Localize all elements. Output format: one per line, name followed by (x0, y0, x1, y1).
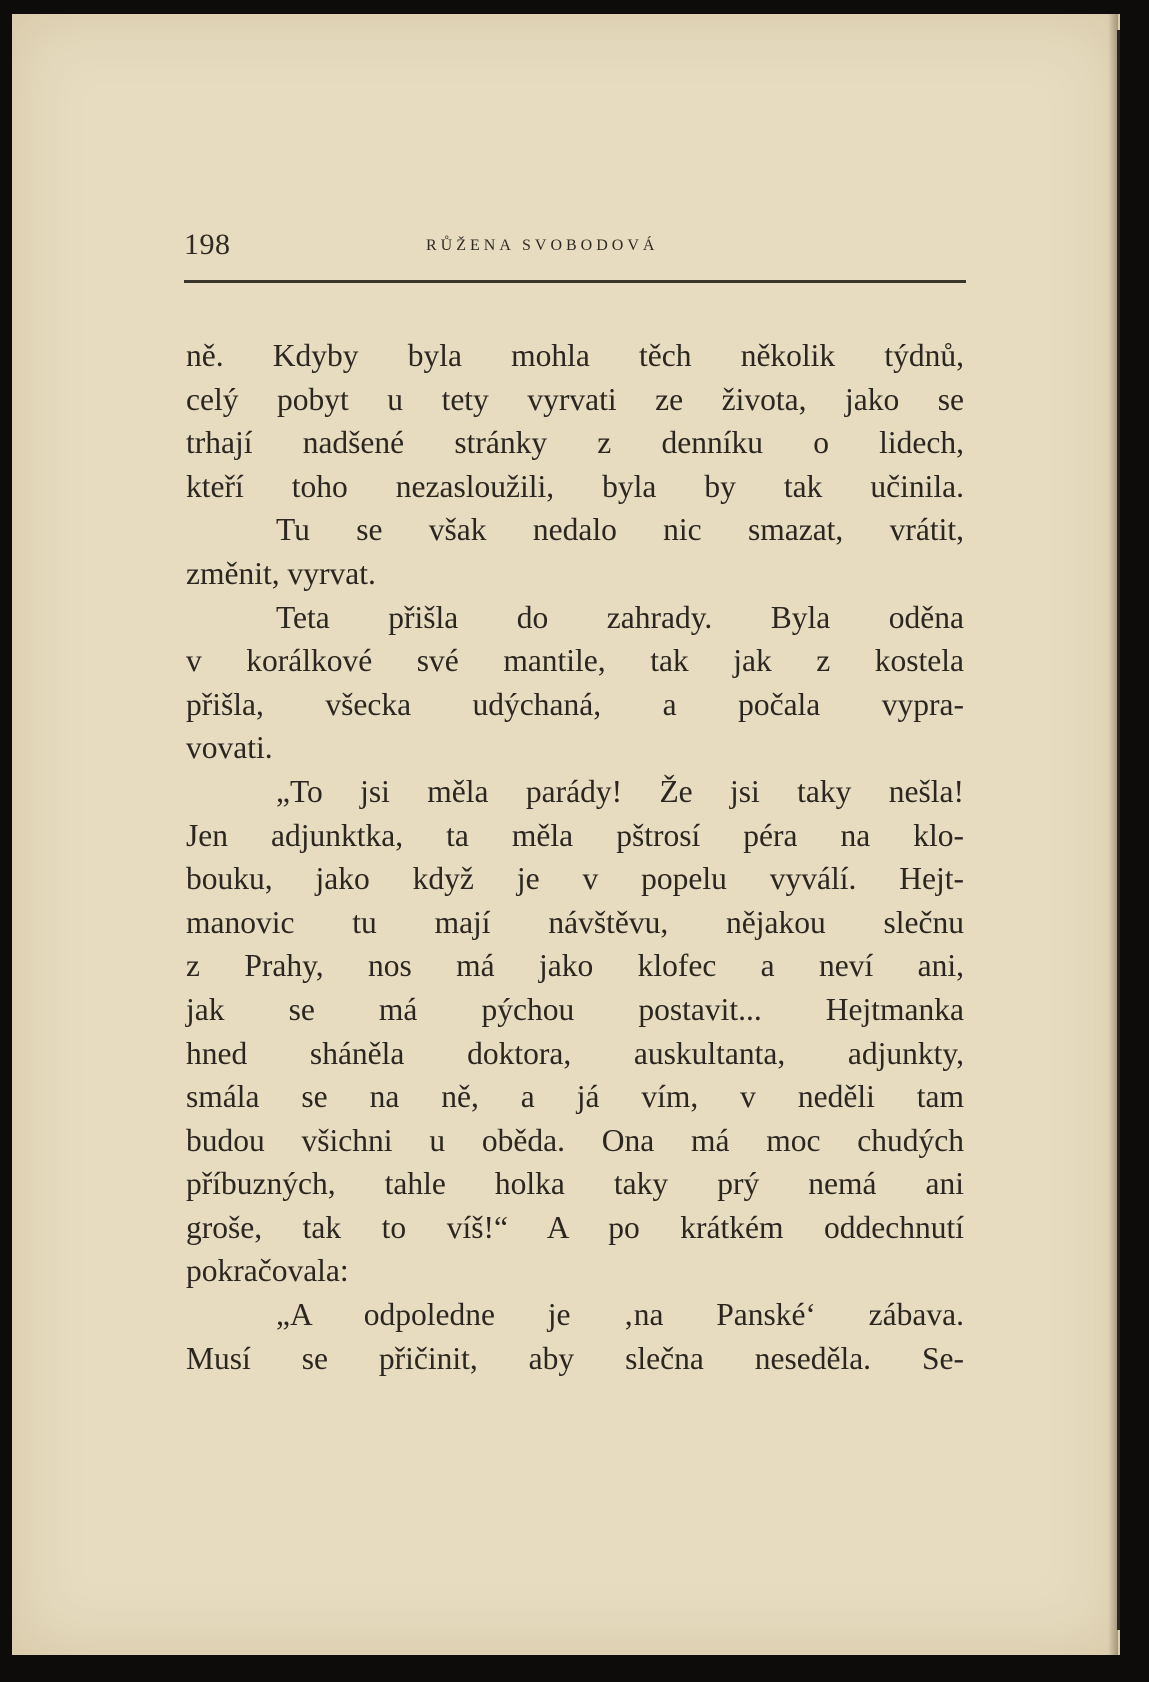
text-line: Musí se přičinit, aby slečna neseděla. Se- (186, 1340, 964, 1376)
text-line: hned sháněla doktora, auskultanta, adjunkty, (186, 1035, 964, 1071)
text-line: Teta přišla do zahrady. Byla oděna (276, 599, 964, 635)
body-text (186, 334, 964, 1380)
text-line: změnit, vyrvat. (186, 555, 376, 591)
header-rule (184, 280, 966, 283)
page-edge-line (1117, 30, 1120, 1630)
text-line: příbuzných, tahle holka taky prý nemá ani (186, 1166, 964, 1202)
text-line: vovati. (186, 730, 273, 766)
text-line: z Prahy, nos má jako klofec a neví ani, (186, 948, 964, 984)
text-line: trhají nadšené stránky z denníku o lidech, (186, 425, 964, 461)
text-line: smála se na ně, a já vím, v neděli tam (186, 1079, 964, 1115)
text-line: kteří toho nezasloužili, byla by tak učinila. (186, 468, 964, 504)
text-line: celý pobyt u tety vyrvati ze života, jako se (186, 381, 964, 417)
text-line: manovic tu mají návštěvu, nějakou slečnu (186, 904, 964, 940)
text-line: pokračovala: (186, 1253, 349, 1289)
text-line: ně. Kdyby byla mohla těch několik týdnů, (186, 338, 964, 373)
text-line: „A odpoledne je ‚na Panské‘ zábava. (276, 1297, 964, 1333)
text-line: přišla, všecka udýchaná, a počala vypra- (186, 686, 964, 722)
text-line: Jen adjunktka, ta měla pštrosí péra na klo- (186, 817, 964, 853)
text-line: bouku, jako když je v popelu vyválí. Hejt- (186, 861, 964, 897)
text-line: groše, tak to víš!“ A po krátkém oddechnutí (186, 1209, 964, 1245)
text-line: jak se má pýchou postavit... Hejtmanka (186, 991, 964, 1027)
text-line: „To jsi měla parády! Že jsi taky nešla! (276, 773, 964, 809)
text-line: Tu se však nedalo nic smazat, vrátit, (276, 512, 964, 548)
running-head: RŮŽENA SVOBODOVÁ (426, 237, 659, 254)
text-line: v korálkové své mantile, tak jak z kostela (186, 643, 964, 679)
page-number: 198 (184, 228, 231, 261)
text-line: budou všichni u oběda. Ona má moc chudých (186, 1122, 964, 1158)
page-header (184, 228, 966, 268)
